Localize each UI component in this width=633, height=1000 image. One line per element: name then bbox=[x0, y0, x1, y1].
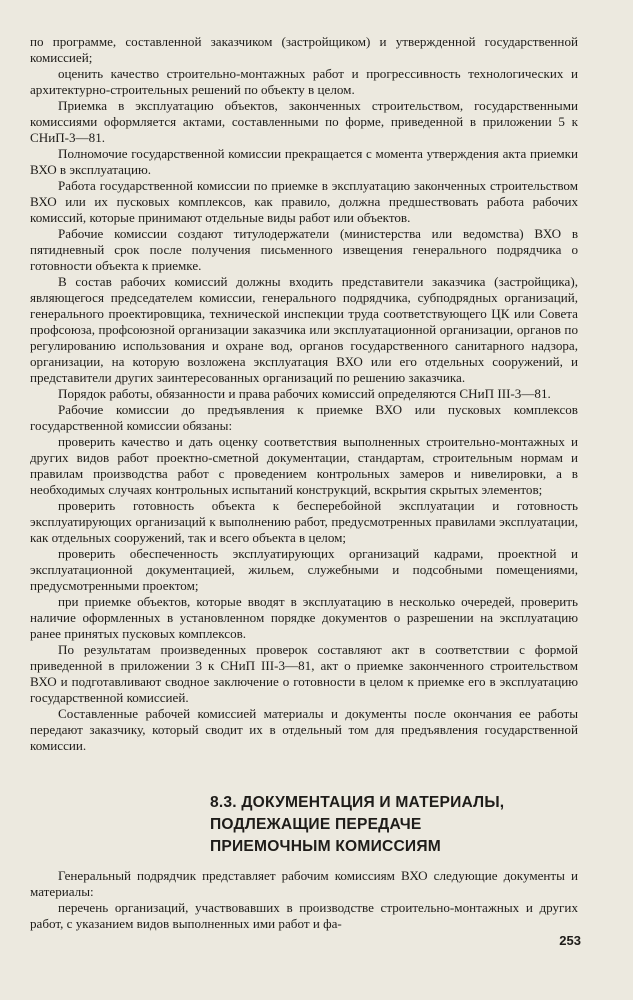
paragraph: Полномочие государственной комиссии прекращается с момента утверждения акта приемки ВХО в эксплуатацию. bbox=[30, 146, 578, 177]
paragraph: Рабочие комиссии создают титулодержатели (министерства или ведомства) ВХО в пятидневный срок после получения письменного извещения генерального подрядчика о готовности объекта к приемке. bbox=[30, 226, 578, 273]
paragraph: Приемка в эксплуатацию объектов, законченных строительством, государственными комиссиями оформляется актами, составленными по форме, приведенной в приложении 5 к СНиП-3—81. bbox=[30, 98, 578, 145]
paragraph: по программе, составленной заказчиком (застройщиком) и утвержденной государственной комиссией; bbox=[30, 34, 578, 65]
paragraph: Составленные рабочей комиссией материалы и документы после окончания ее работы передают заказчику, который сводит их в отдельный том для предъявления государственной комиссии. bbox=[30, 706, 578, 753]
paragraph: проверить готовность объекта к бесперебойной эксплуатации и готовность эксплуатирующих организаций к выполнению работ, предусмотренных правилами эксплуатации, как отдельных сооружений, так и всего объекта в целом; bbox=[30, 498, 578, 545]
body-text-after-heading bbox=[30, 868, 578, 932]
paragraph: перечень организаций, участвовавших в производстве строительно-монтажных и других работ, с указанием видов выполненных ими работ и фа- bbox=[30, 900, 578, 931]
paragraph: при приемке объектов, которые вводят в эксплуатацию в несколько очередей, проверить наличие оформленных в установленном порядке документов о разрешении на эксплуатацию ранее принятых пусковых комплексов. bbox=[30, 594, 578, 641]
paragraph: Порядок работы, обязанности и права рабочих комиссий определяются СНиП III-3—81. bbox=[58, 386, 551, 401]
section-heading-line: ПОДЛЕЖАЩИЕ ПЕРЕДАЧЕ bbox=[210, 816, 422, 833]
paragraph: проверить обеспеченность эксплуатирующих организаций кадрами, проектной и эксплуатационной документацией, жильем, служебными и подсобными помещениями, предусмотренными проектом; bbox=[30, 546, 578, 593]
paragraph: Работа государственной комиссии по приемке в эксплуатацию законченных строительством ВХО или их пусковых комплексов, как правило, должна предшествовать работа рабочих комиссий, которые принимают отдельные виды работ или объектов. bbox=[30, 178, 578, 225]
paragraph: оценить качество строительно-монтажных работ и прогрессивность технологических и архитектурно-строительных решений по объекту в целом. bbox=[30, 66, 578, 97]
paragraph: Генеральный подрядчик представляет рабочим комиссиям ВХО следующие документы и материалы: bbox=[30, 868, 578, 899]
paragraph: Рабочие комиссии до предъявления к приемке ВХО или пусковых комплексов государственной комиссии обязаны: bbox=[30, 402, 578, 433]
section-heading-line: ПРИЕМОЧНЫМ КОМИССИЯМ bbox=[210, 838, 441, 855]
paragraph: По результатам произведенных проверок составляют акт в соответствии с формой приведенной в приложении 3 к СНиП III-3—81, акт о приемке законченного строительством ВХО и подготавливают сводное заключение о готовности в целом к приемке его в эксплуатацию государственной комиссией. bbox=[30, 642, 578, 705]
paragraph: В состав рабочих комиссий должны входить представители заказчика (застройщика), являющегося председателем комиссии, генерального подрядчика, субподрядных организаций, генерального проектировщика, технической инспекции труда соответствующего ЦК или Совета профсоюза, профсоюзной организации заказчика или эксплуатационной организации, органов по регулированию использования и охране вод, органов государственного санитарного надзора, организации, на которую возложена эксплуатация ВХО или его отдельных сооружений, и представители других заинтересованных организаций по решению заказчика. bbox=[30, 274, 578, 385]
page-number: 253 bbox=[559, 933, 581, 948]
section-heading bbox=[210, 792, 590, 858]
paragraph: проверить качество и дать оценку соответствия выполненных строительно-монтажных и других видов работ проектно-сметной документации, стандартам, строительным нормам и правилам производства работ с проведением контрольных замеров и нивелировки, а в необходимых случаях контрольных испытаний конструкций, вскрытия скрытых элементов; bbox=[30, 434, 578, 497]
section-heading-line: 8.3. ДОКУМЕНТАЦИЯ И МАТЕРИАЛЫ, bbox=[210, 794, 505, 811]
body-text bbox=[30, 34, 578, 754]
